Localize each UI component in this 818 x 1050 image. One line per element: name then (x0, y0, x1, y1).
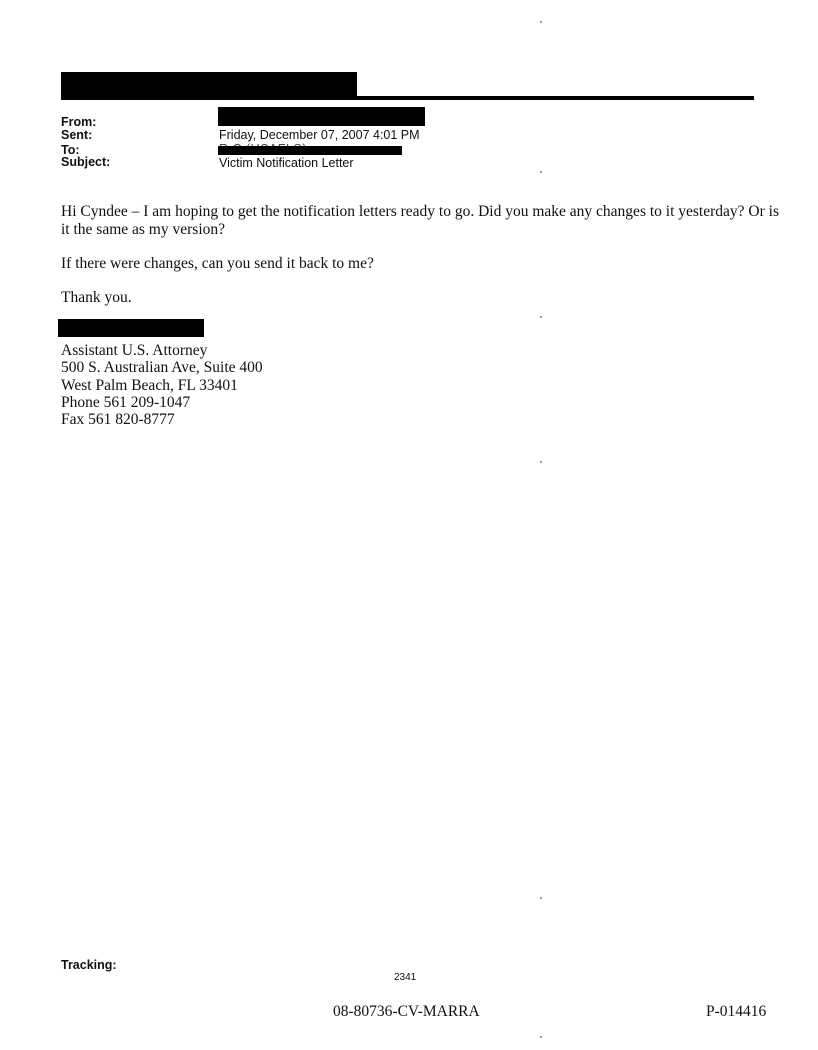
redacted-to-value (218, 146, 402, 155)
signature-city: West Palm Beach, FL 33401 (61, 377, 238, 394)
redacted-sender-name (61, 72, 357, 98)
subject-label: Subject: (61, 155, 111, 169)
subject-value: Victim Notification Letter (219, 156, 354, 170)
scan-speck (540, 171, 542, 173)
signature-address: 500 S. Australian Ave, Suite 400 (61, 359, 263, 376)
case-number: 08-80736-CV-MARRA (333, 1003, 480, 1020)
page-number: 2341 (394, 972, 417, 983)
signature-title: Assistant U.S. Attorney (61, 342, 208, 359)
message-paragraph: Thank you. (61, 289, 132, 306)
signature-phone: Phone 561 209-1047 (61, 394, 191, 411)
scan-speck (540, 461, 542, 463)
scan-speck (540, 316, 542, 318)
header-rule (61, 96, 754, 100)
signature-fax: Fax 561 820-8777 (61, 411, 175, 428)
redacted-signature-name (58, 319, 204, 337)
scan-speck (540, 21, 542, 23)
redacted-from-value (218, 107, 425, 126)
from-label: From: (61, 115, 97, 129)
to-label: To: (61, 143, 80, 157)
bates-number: P-014416 (706, 1003, 767, 1020)
message-paragraph: If there were changes, can you send it back to me? (61, 255, 374, 272)
tracking-label: Tracking: (61, 958, 117, 972)
sent-value: Friday, December 07, 2007 4:01 PM (219, 128, 420, 142)
scan-speck (540, 1036, 542, 1038)
message-paragraph: Hi Cyndee – I am hoping to get the notification letters ready to go. Did you make any changes to it yesterday? Or is it the same as my version? (61, 203, 779, 238)
scan-speck (540, 897, 542, 899)
sent-label: Sent: (61, 128, 93, 142)
